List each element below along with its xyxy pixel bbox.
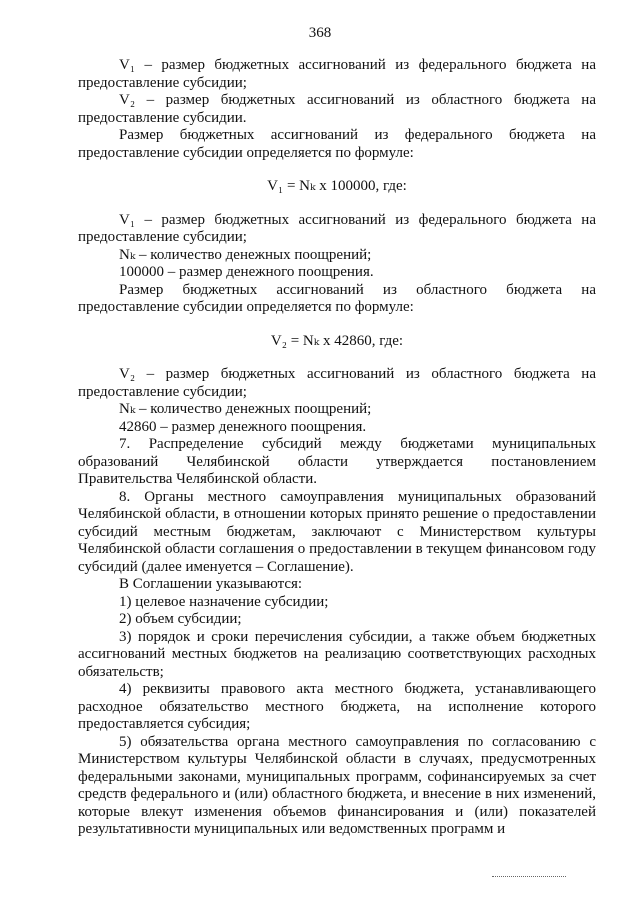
paragraph-v2-explanation: V₂ – размер бюджетных ассигнований из областного бюджета на предоставление субсидии; [78,366,596,400]
list-item-2: 2) объем субсидии; [119,611,242,627]
formula-v1: V₁ = Nₖ x 100000, где: [267,178,407,194]
paragraph-federal-formula-intro: Размер бюджетных ассигнований из федерального бюджета на предоставление субсидии определяется по формуле: [78,127,596,161]
page-number: 368 [308,25,332,41]
scan-edge-mark [492,876,566,877]
list-item-3: 3) порядок и сроки перечисления субсидии, а также объем бюджетных ассигнований местных бюджетов на реализацию соответствующих расходных обязательств; [78,628,596,680]
paragraph-v1-explanation: V₁ – размер бюджетных ассигнований из федерального бюджета на предоставление субсидии; [78,211,596,245]
paragraph-item-8: 8. Органы местного самоуправления муниципальных образований Челябинской области, в отношении которых принято решение о предоставлении субсидий местным бюджетам, заключают с Министерством культуры Челябинской области соглашения о предоставлении в текущем финансовом году субсидий (далее именуется – Соглашение). [78,488,596,575]
formula-v2: V₂ = Nₖ x 42860, где: [270,332,404,349]
paragraph-agreement-intro: В Соглашении указываются: [119,576,303,592]
list-item-1: 1) целевое назначение субсидии; [119,593,329,610]
paragraph-v2-definition: V₂ – размер бюджетных ассигнований из областного бюджета на предоставление субсидии. [78,92,596,126]
paragraph-regional-amount: 42860 – размер денежного поощрения. [119,418,367,435]
document-body [78,57,596,839]
paragraph-item-7: 7. Распределение субсидий между бюджетами муниципальных образований Челябинской области утверждается постановлением Правительства Челябинской области. [78,436,596,487]
list-item-4: 4) реквизиты правового акта местного бюджета, устанавливающего расходное обязательство местного бюджета, на исполнение которого предоставляется субсидия; [78,681,596,732]
paragraph-v1-definition: V₁ – размер бюджетных ассигнований из федерального бюджета на предоставление субсидии; [78,57,596,91]
paragraph-nk-explanation-2: Nₖ – количество денежных поощрений; [119,401,372,417]
list-item-5: 5) обязательства органа местного самоуправления по согласованию с Министерством культуры Челябинской области в случаях, предусмотренных федеральными законами, муниципальных программ, софинансируемых за счет средств федерального и (или) областного бюджета, и внесение в них изменений, которые влекут изменения объемов финансирования и (или) показателей результативности муниципальных или ведомственных программ и [78,733,596,837]
paragraph-regional-formula-intro: Размер бюджетных ассигнований из областного бюджета на предоставление субсидии определяется по формуле: [78,281,596,315]
paragraph-federal-amount: 100000 – размер денежного поощрения. [119,264,374,280]
paragraph-nk-explanation: Nₖ – количество денежных поощрений; [119,246,372,263]
